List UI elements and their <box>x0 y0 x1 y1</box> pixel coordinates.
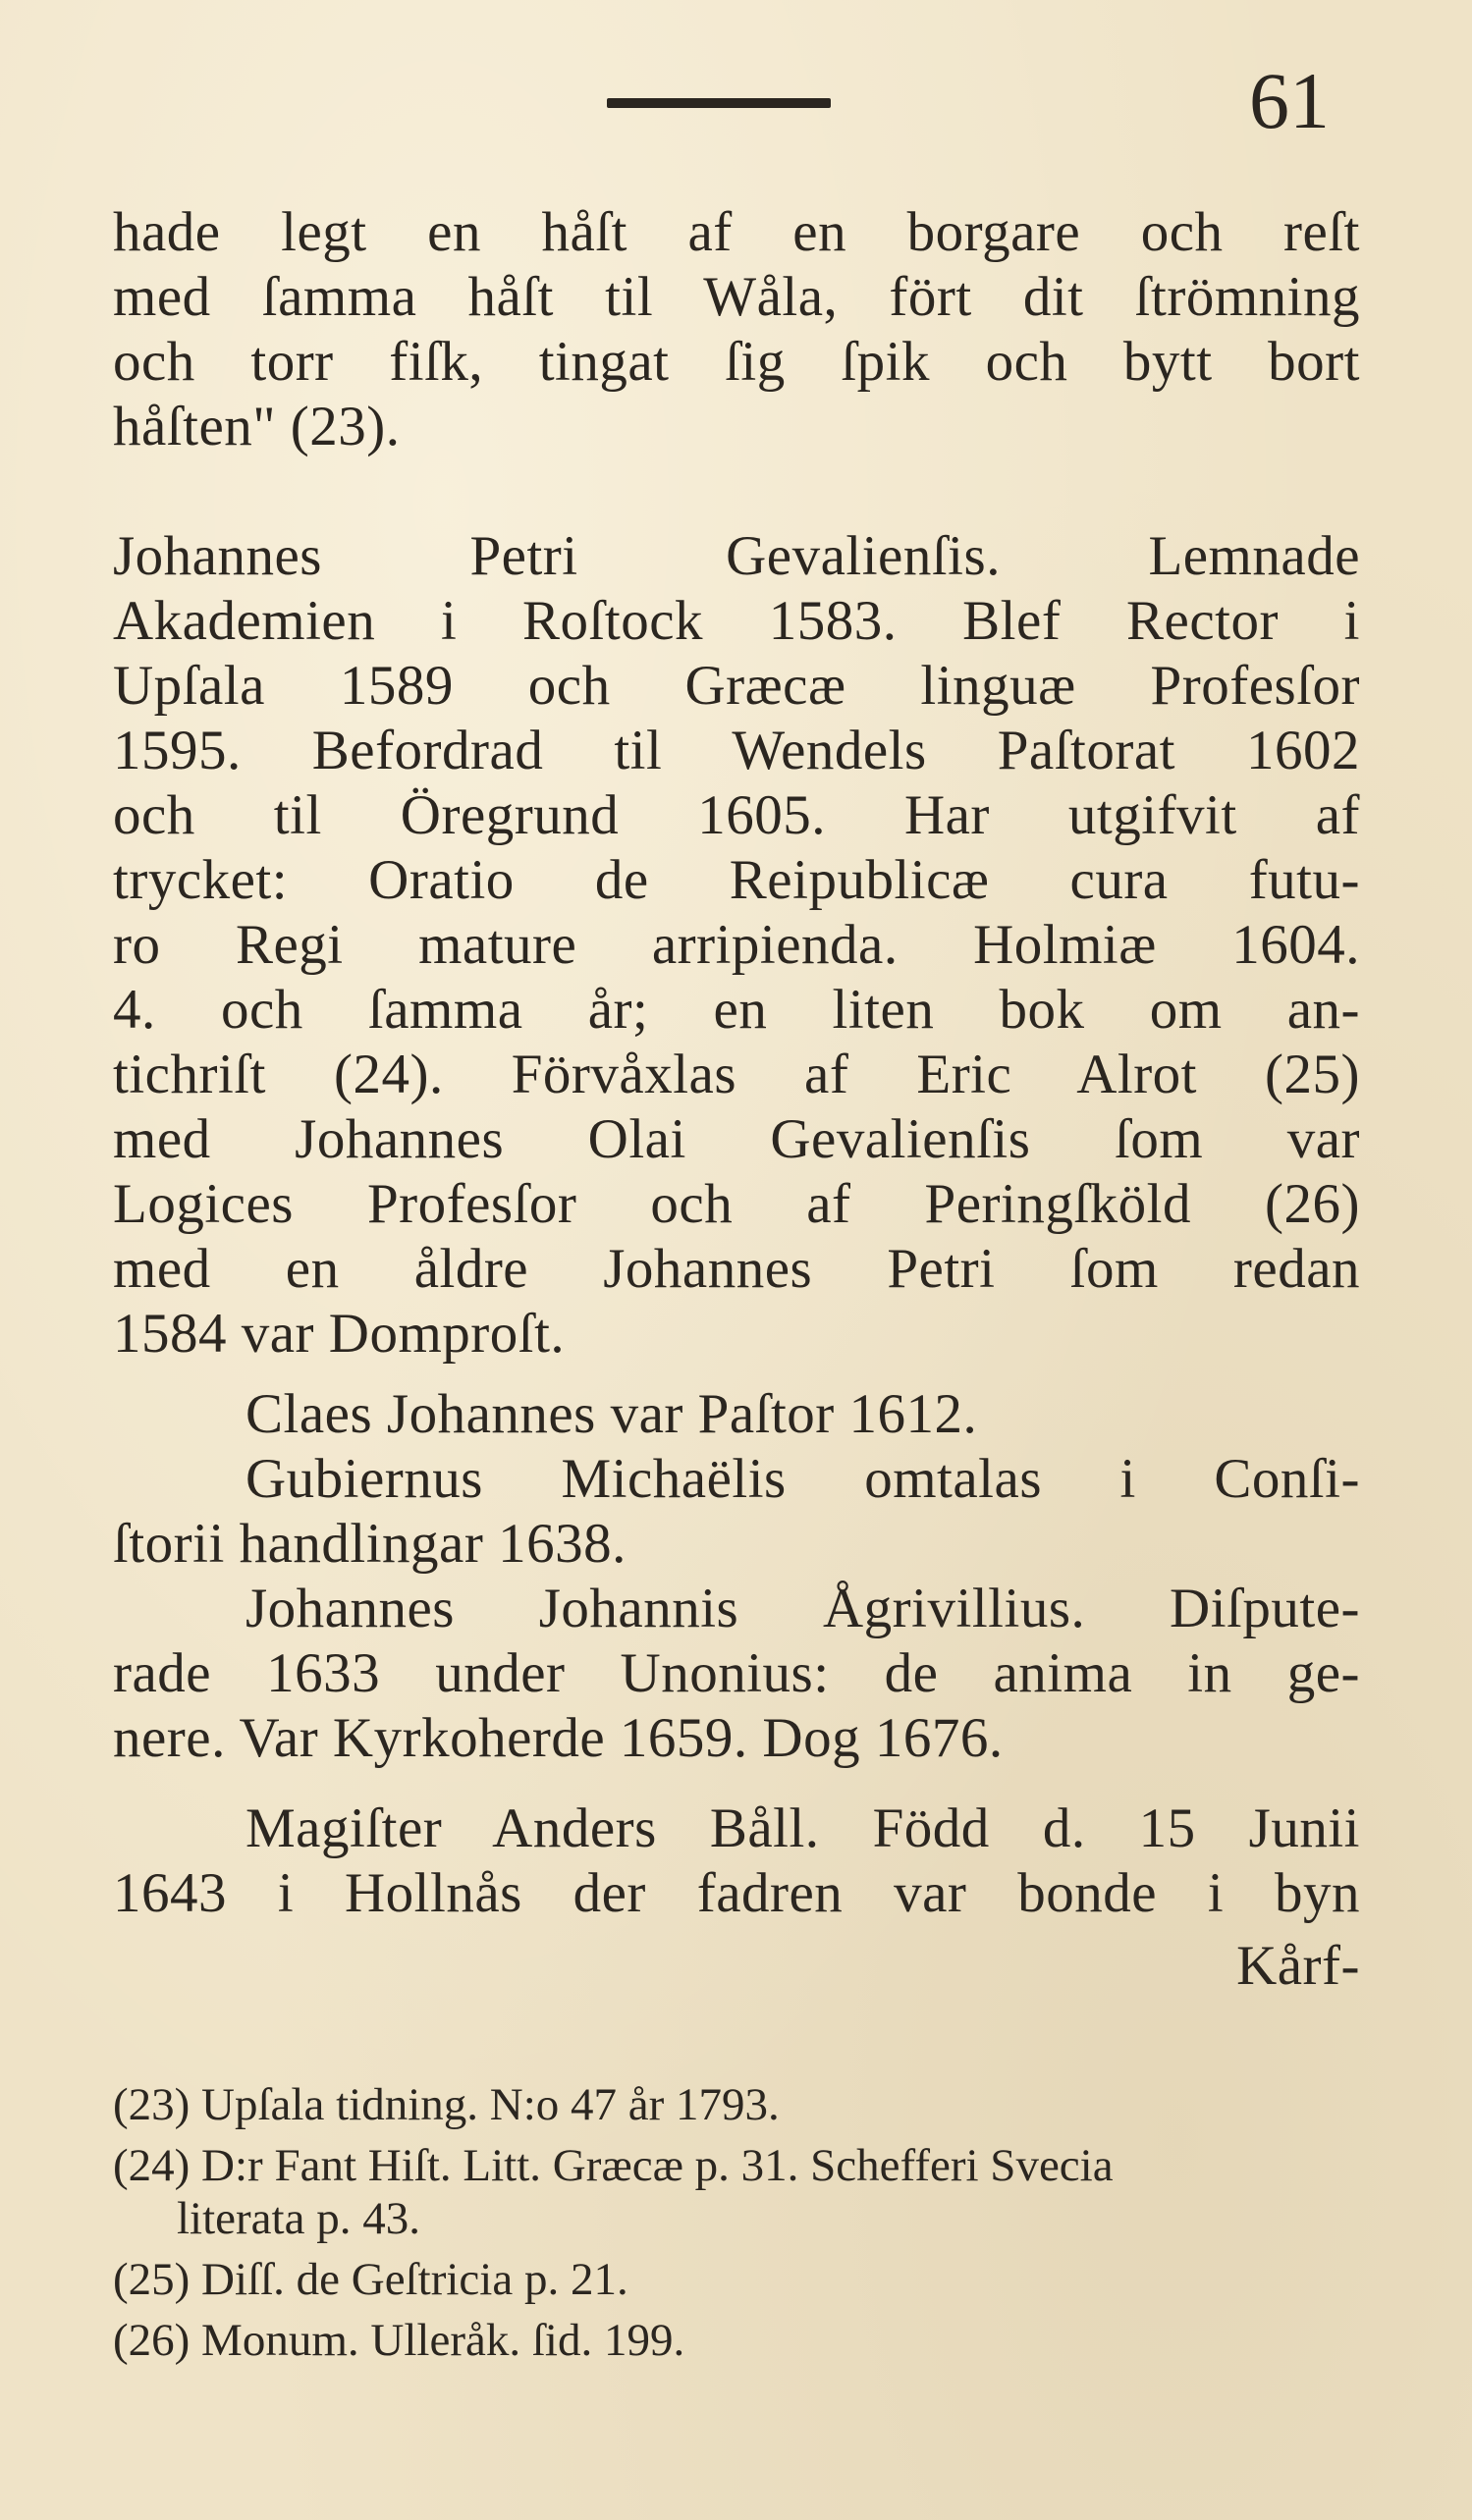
entry-heading-line: Johannes Johannis Ågrivillius. Diſpute- <box>245 1578 1360 1639</box>
text-line: och til Öregrund 1605. Har utgifvit af <box>113 784 1360 846</box>
text-line: Upſala 1589 och Græcæ linguæ Profesſor <box>113 655 1360 717</box>
entry-heading-line: Magiſter Anders Båll. Född d. 15 Junii <box>245 1797 1360 1859</box>
text-line: med Johannes Olai Gevalienſis ſom var <box>113 1108 1360 1170</box>
text-line: 1584 var Domproſt. <box>113 1303 566 1365</box>
footnote: (26) Monum. Ulleråk. ſid. 199. <box>113 2315 685 2366</box>
text-line: och torr fiſk, tingat ſig ſpik och bytt bort <box>113 331 1360 393</box>
text-line: nere. Var Kyrkoherde 1659. Dog 1676. <box>113 1707 1004 1769</box>
text-line: håſten" (23). <box>113 396 401 457</box>
entry-heading-line: Claes Johannes var Paſtor 1612. <box>245 1383 978 1445</box>
text-line: med en åldre Johannes Petri ſom redan <box>113 1238 1360 1300</box>
text-line: 1643 i Hollnås der fadren var bonde i byn <box>113 1862 1360 1924</box>
text-line: ro Regi mature arripienda. Holmiæ 1604. <box>113 914 1360 976</box>
text-line: Akademien i Roſtock 1583. Blef Rector i <box>113 590 1360 652</box>
text-line: ſtorii handlingar 1638. <box>113 1513 627 1575</box>
footnote: (23) Upſala tidning. N:o 47 år 1793. <box>113 2079 780 2130</box>
text-line: tichriſt (24). Förvåxlas af Eric Alrot (25) <box>113 1044 1360 1105</box>
text-line: trycket: Oratio de Reipublicæ cura futu- <box>113 849 1360 911</box>
text-line: med ſamma håſt til Wåla, fört dit ſtrömning <box>113 266 1360 328</box>
page-number: 61 <box>1249 56 1330 145</box>
entry-heading-line: Gubiernus Michaëlis omtalas i Conſi- <box>245 1448 1360 1510</box>
text-line: Logices Profesſor och af Peringſköld (26) <box>113 1173 1360 1235</box>
header-rule <box>607 98 831 108</box>
footnote: (25) Diſſ. de Geſtricia p. 21. <box>113 2254 628 2305</box>
footnote-continuation: literata p. 43. <box>177 2193 420 2244</box>
text-line: rade 1633 under Unonius: de anima in ge- <box>113 1642 1360 1704</box>
catchword: Kårf- <box>1236 1935 1360 1997</box>
footnote: (24) D:r Fant Hiſt. Litt. Græcæ p. 31. Schefferi Svecia <box>113 2140 1114 2191</box>
entry-heading-line: Johannes Petri Gevalienſis. Lemnade <box>113 525 1360 587</box>
text-line: 4. och ſamma år; en liten bok om an- <box>113 979 1360 1041</box>
text-line: hade legt en håſt af en borgare och reſt <box>113 201 1360 263</box>
text-line: 1595. Befordrad til Wendels Paſtorat 1602 <box>113 720 1360 781</box>
